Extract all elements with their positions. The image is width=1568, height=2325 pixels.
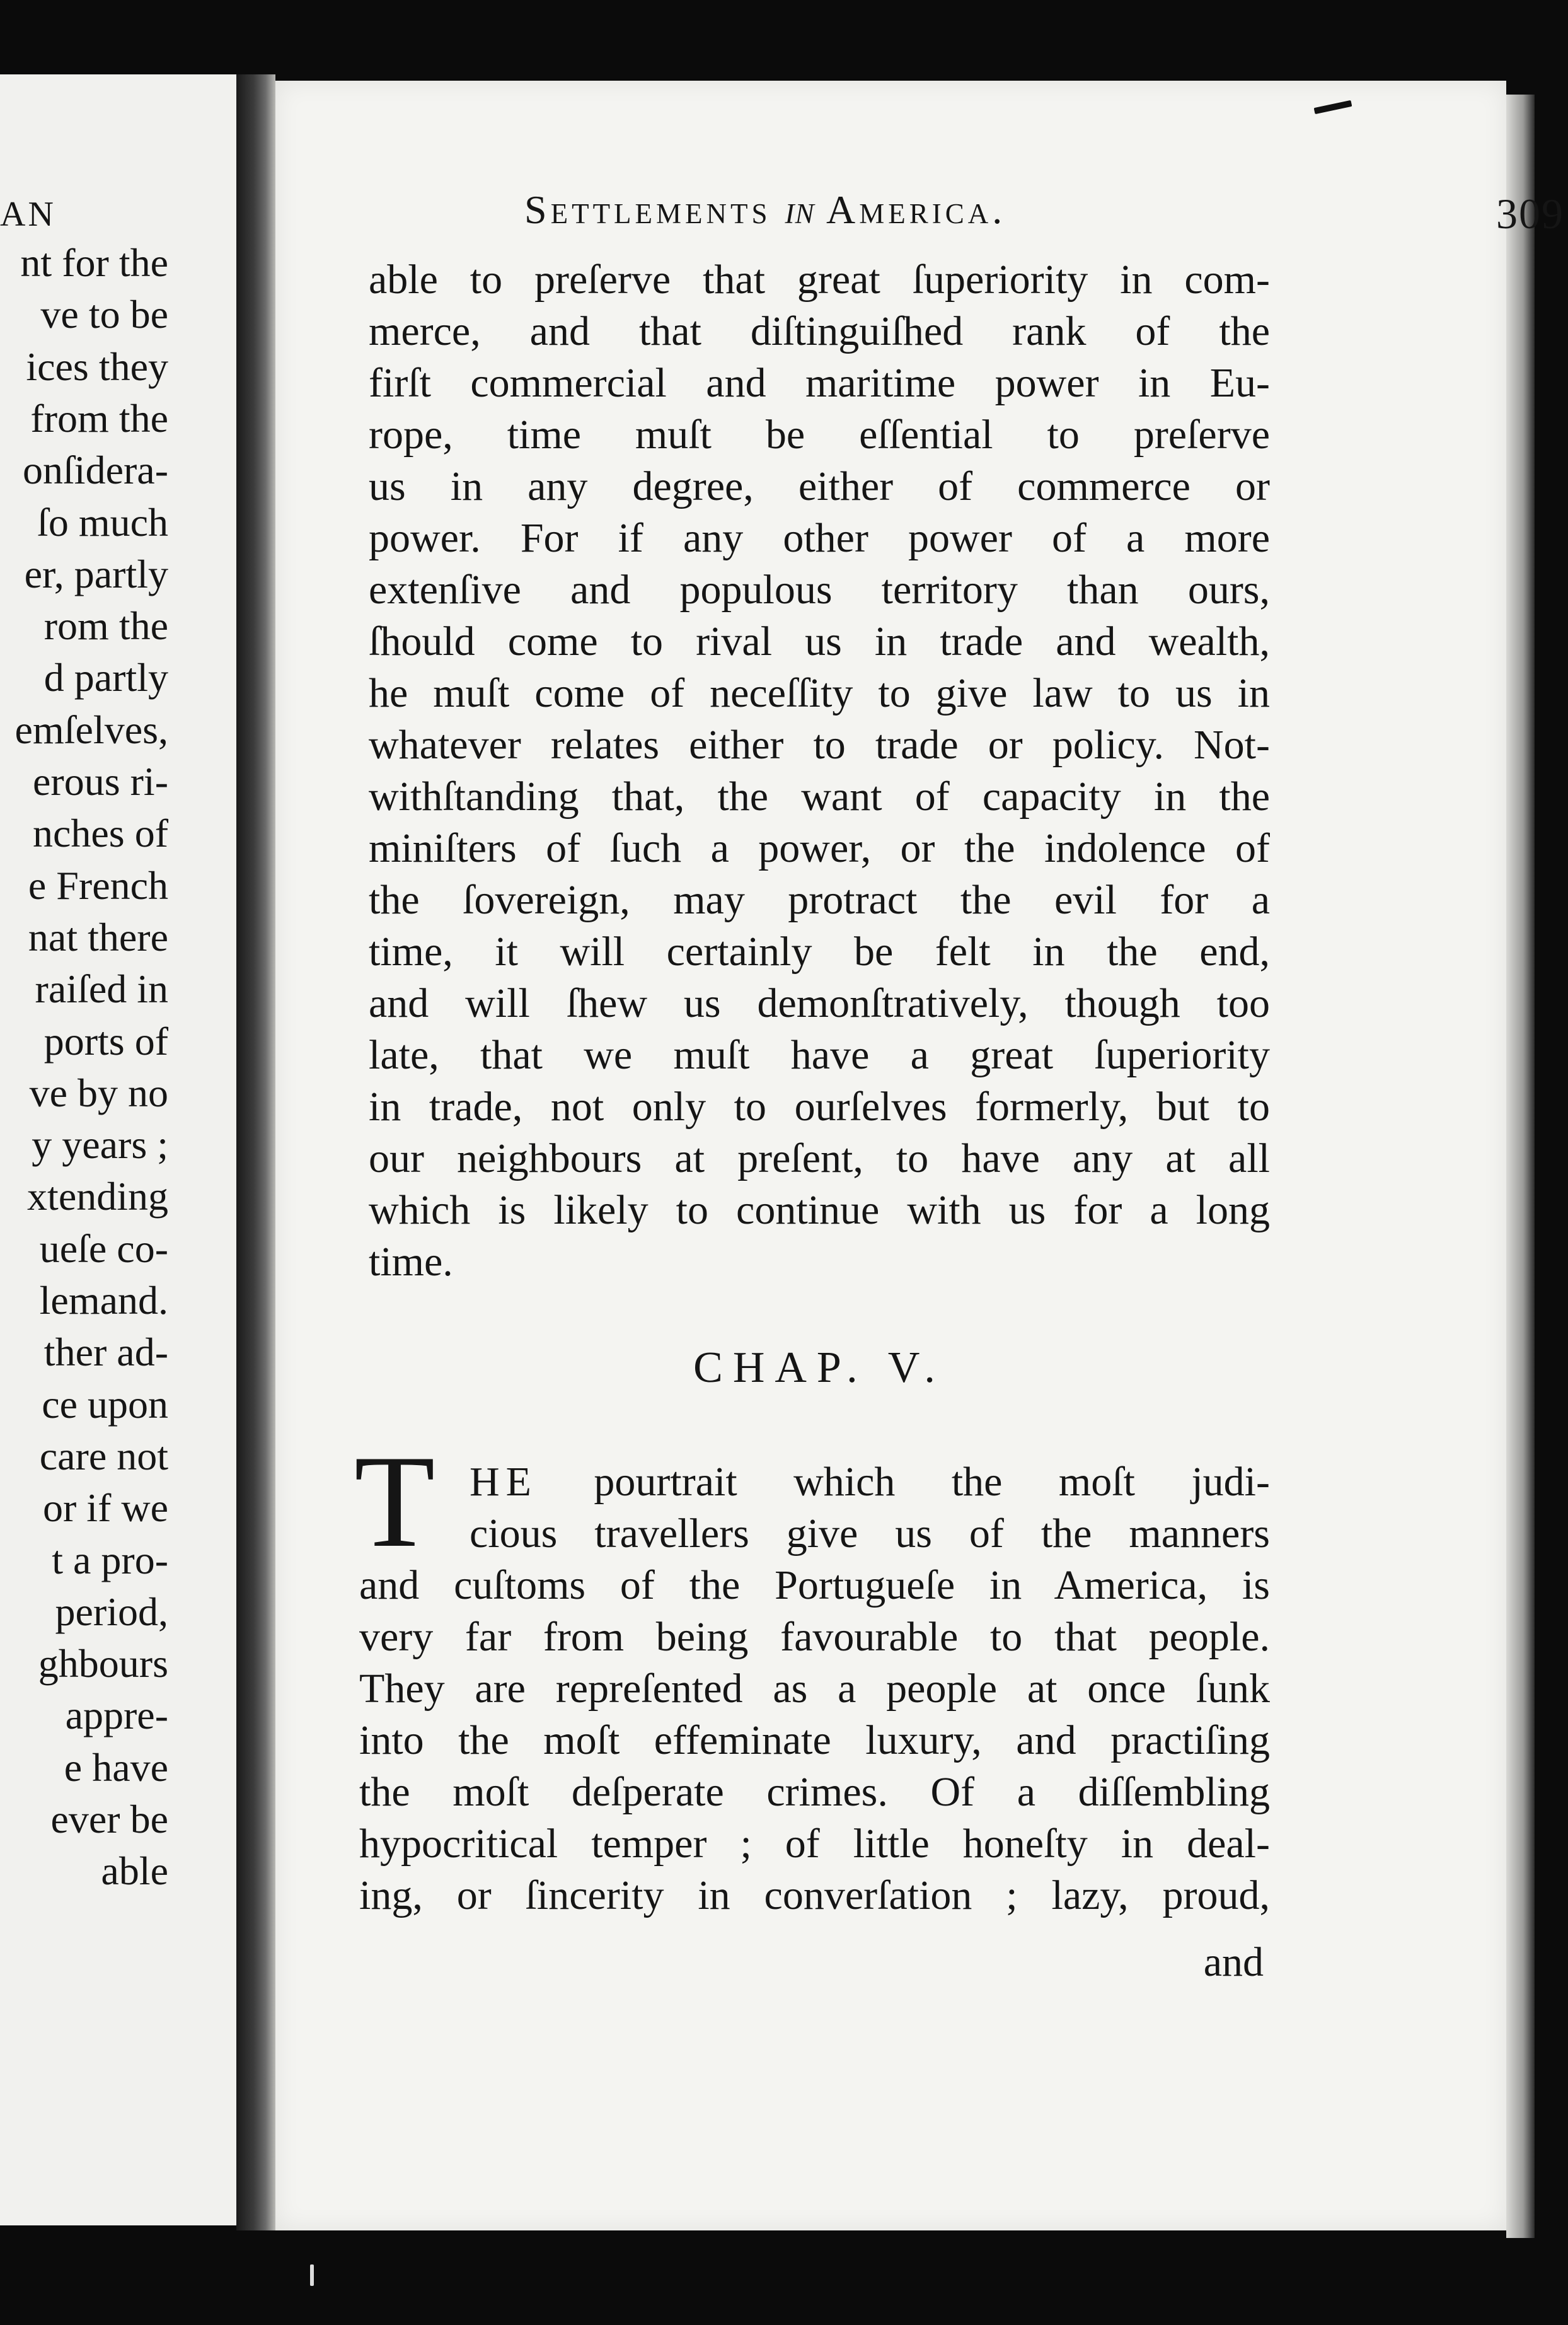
left-page-line: lemand.	[39, 1278, 168, 1323]
body-line: our neighbours at preſent, to have any at all	[369, 1135, 1270, 1181]
drop-cap: T	[354, 1429, 435, 1575]
left-page-line: ports of	[43, 1018, 168, 1064]
left-page-line: e French	[28, 862, 168, 908]
page-number: 309	[1496, 190, 1564, 238]
left-page-line: appre-	[65, 1693, 168, 1738]
chapter-line: They are repreſented as a people at once ſunk	[359, 1666, 1270, 1712]
left-page-line: able	[101, 1848, 168, 1894]
left-page-line: ueſe co-	[39, 1226, 168, 1271]
scan-speck	[310, 2264, 314, 2286]
left-page-line: ve by no	[29, 1070, 168, 1115]
left-page-line: ther ad-	[43, 1330, 168, 1375]
body-line: time, it will certainly be felt in the end,	[369, 929, 1270, 975]
chapter-first-line-rest: pourtrait which the moſt judi-	[537, 1459, 1270, 1505]
chapter-line: the moſt deſperate crimes. Of a diſſembling	[359, 1769, 1270, 1815]
chapter-line-1	[470, 1456, 1270, 1508]
chapter-line: into the moſt effeminate luxury, and practiſing	[359, 1717, 1270, 1763]
body-line: rope, time muſt be eſſential to preſerve	[369, 412, 1270, 458]
left-page-line: period,	[55, 1589, 168, 1634]
left-page-line: nches of	[32, 811, 168, 856]
body-line: and will ſhew us demonſtratively, though too	[369, 980, 1270, 1026]
body-line: ſhould come to rival us in trade and wealth,	[369, 618, 1270, 664]
body-line: miniſters of ſuch a power, or the indolence of	[369, 825, 1270, 871]
left-page-line: t a pro-	[52, 1537, 168, 1582]
body-line: the ſovereign, may protract the evil for a	[369, 877, 1270, 923]
left-page-line: ſo much	[37, 499, 168, 545]
left-page-running-head: AN	[0, 195, 56, 234]
left-page-line: y years ;	[32, 1122, 168, 1168]
body-line: able to preſerve that great ſuperiority in com-	[369, 257, 1270, 303]
left-page-line: xtending	[27, 1174, 168, 1219]
left-page-line: or if we	[42, 1485, 168, 1531]
left-page-line: ghbours	[38, 1641, 168, 1686]
body-line: time.	[369, 1239, 453, 1285]
running-title	[524, 187, 1006, 233]
running-head	[524, 187, 1564, 243]
left-page-line: ices they	[26, 344, 168, 389]
left-page-line: er, partly	[24, 551, 168, 596]
left-page-line: ve to be	[40, 292, 168, 337]
left-page-line: from the	[30, 395, 168, 441]
left-page-line: e have	[64, 1744, 168, 1790]
body-line: late, that we muſt have a great ſuperiority	[369, 1032, 1270, 1078]
chapter-line: hypocritical temper ; of little honeſty in deal-	[359, 1821, 1270, 1867]
chapter-line: ing, or ſincerity in converſation ; lazy, proud,	[359, 1872, 1270, 1918]
body-line: which is likely to continue with us for a long	[369, 1187, 1270, 1233]
left-page-line: raiſed in	[35, 966, 168, 1012]
left-page-line: erous ri-	[32, 759, 168, 804]
body-line: withſtanding that, the want of capacity in the	[369, 774, 1270, 820]
body-line: firſt commercial and maritime power in Eu-	[369, 360, 1270, 406]
left-page-line: ce upon	[42, 1381, 168, 1427]
book-gutter	[236, 74, 275, 2230]
left-facing-page	[0, 74, 238, 2225]
running-title-italic: in	[785, 187, 815, 232]
catchword: and	[1203, 1939, 1264, 1985]
left-page-line: onſidera-	[23, 448, 168, 493]
left-page-line: nat there	[28, 914, 168, 960]
body-line: he muſt come of neceſſity to give law to us in	[369, 670, 1270, 716]
left-page-line: rom the	[43, 603, 168, 649]
left-page-line: ever be	[50, 1797, 168, 1841]
running-title-part2: America.	[814, 187, 1006, 232]
chapter-heading: CHAP. V.	[693, 1343, 945, 1392]
chapter-line: and cuſtoms of the Portugueſe in America, is	[359, 1562, 1270, 1608]
page-edge-shadow	[1506, 95, 1535, 2238]
chapter-line: very far from being favourable to that people.	[359, 1614, 1270, 1660]
chapter-line-2: cious travellers give us of the manners	[470, 1510, 1270, 1557]
body-line: whatever relates either to trade or policy. Not-	[369, 722, 1270, 768]
body-line: extenſive and populous territory than ours,	[369, 567, 1270, 613]
left-page-line: care not	[39, 1433, 168, 1478]
chapter-first-word: HE	[470, 1459, 538, 1505]
left-page-line: nt for the	[20, 240, 168, 285]
left-page-line: emſelves,	[14, 707, 168, 752]
left-page-line: d partly	[43, 655, 168, 700]
running-title-part1: Settlements	[524, 187, 785, 232]
body-line: us in any degree, either of commerce or	[369, 463, 1270, 509]
body-line: in trade, not only to ourſelves formerly, but to	[369, 1084, 1270, 1130]
body-line: power. For if any other power of a more	[369, 515, 1270, 561]
body-line: merce, and that diſtinguiſhed rank of the	[369, 308, 1270, 354]
